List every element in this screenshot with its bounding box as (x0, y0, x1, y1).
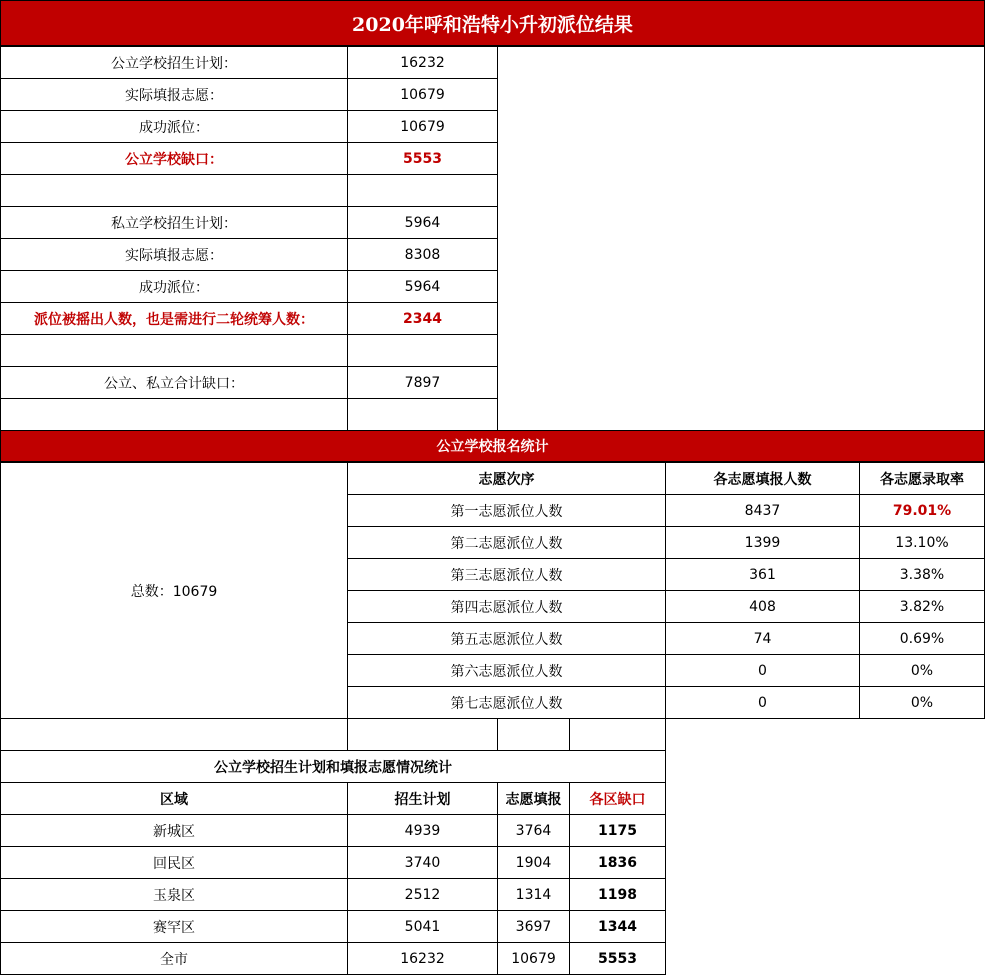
blank-cell (569, 718, 666, 751)
stats-cell: 74 (665, 622, 860, 655)
summary-value (347, 334, 498, 367)
district-cell: 1836 (569, 846, 666, 879)
district-cell: 1904 (497, 846, 570, 879)
summary-label: 成功派位： (0, 110, 348, 143)
summary-label: 私立学校招生计划： (0, 206, 348, 239)
summary-value: 5553 (347, 142, 498, 175)
stats-cell: 79.01% (859, 494, 985, 527)
summary-label (0, 174, 348, 207)
stats-header: 各志愿录取率 (859, 462, 985, 495)
district-cell: 4939 (347, 814, 498, 847)
summary-value: 10679 (347, 110, 498, 143)
page-title: 2020年呼和浩特小升初派位结果 (0, 0, 985, 46)
summary-blank-area (497, 46, 985, 431)
district-cell: 玉泉区 (0, 878, 348, 911)
stats-cell: 第一志愿派位人数 (347, 494, 666, 527)
district-title: 公立学校招生计划和填报志愿情况统计 (0, 750, 666, 783)
district-header: 志愿填报 (497, 782, 570, 815)
stats-cell: 1399 (665, 526, 860, 559)
summary-value: 8308 (347, 238, 498, 271)
stats-cell: 0 (665, 686, 860, 719)
district-cell: 新城区 (0, 814, 348, 847)
stats-cell: 0 (665, 654, 860, 687)
summary-value: 16232 (347, 46, 498, 79)
stats-header: 志愿次序 (347, 462, 666, 495)
summary-label: 公立学校招生计划： (0, 46, 348, 79)
stats-cell: 第六志愿派位人数 (347, 654, 666, 687)
summary-label: 实际填报志愿： (0, 78, 348, 111)
district-cell: 5553 (569, 942, 666, 975)
summary-label: 派位被摇出人数，也是需进行二轮统筹人数： (0, 302, 348, 335)
blank-cell (347, 718, 498, 751)
stats-cell: 8437 (665, 494, 860, 527)
summary-label: 公立学校缺口： (0, 142, 348, 175)
stats-title: 公立学校报名统计 (0, 430, 985, 462)
summary-label: 公立、私立合计缺口： (0, 366, 348, 399)
stats-cell: 第二志愿派位人数 (347, 526, 666, 559)
summary-value (347, 174, 498, 207)
summary-value: 5964 (347, 270, 498, 303)
stats-cell: 0.69% (859, 622, 985, 655)
district-cell: 2512 (347, 878, 498, 911)
summary-label: 成功派位： (0, 270, 348, 303)
stats-cell: 第四志愿派位人数 (347, 590, 666, 623)
stats-cell: 3.82% (859, 590, 985, 623)
district-cell: 1314 (497, 878, 570, 911)
stats-header: 各志愿填报人数 (665, 462, 860, 495)
district-cell: 全市 (0, 942, 348, 975)
district-cell: 16232 (347, 942, 498, 975)
summary-value: 10679 (347, 78, 498, 111)
district-cell: 赛罕区 (0, 910, 348, 943)
summary-label (0, 398, 348, 431)
summary-value (347, 398, 498, 431)
district-cell: 3697 (497, 910, 570, 943)
summary-value: 2344 (347, 302, 498, 335)
stats-cell: 0% (859, 686, 985, 719)
stats-cell: 361 (665, 558, 860, 591)
stats-cell: 第七志愿派位人数 (347, 686, 666, 719)
district-cell: 1344 (569, 910, 666, 943)
summary-label: 实际填报志愿： (0, 238, 348, 271)
summary-value: 7897 (347, 366, 498, 399)
district-header: 招生计划 (347, 782, 498, 815)
district-cell: 3740 (347, 846, 498, 879)
stats-cell: 408 (665, 590, 860, 623)
stats-cell: 第五志愿派位人数 (347, 622, 666, 655)
stats-cell: 第三志愿派位人数 (347, 558, 666, 591)
stats-cell: 0% (859, 654, 985, 687)
blank-cell (0, 718, 348, 751)
district-cell: 3764 (497, 814, 570, 847)
district-cell: 5041 (347, 910, 498, 943)
district-cell: 10679 (497, 942, 570, 975)
district-cell: 1175 (569, 814, 666, 847)
summary-value: 5964 (347, 206, 498, 239)
district-header: 区域 (0, 782, 348, 815)
district-cell: 1198 (569, 878, 666, 911)
stats-cell: 3.38% (859, 558, 985, 591)
summary-label (0, 334, 348, 367)
district-cell: 回民区 (0, 846, 348, 879)
district-header: 各区缺口 (569, 782, 666, 815)
stats-cell: 13.10% (859, 526, 985, 559)
blank-cell (497, 718, 570, 751)
stats-total: 总数：10679 (0, 462, 348, 719)
